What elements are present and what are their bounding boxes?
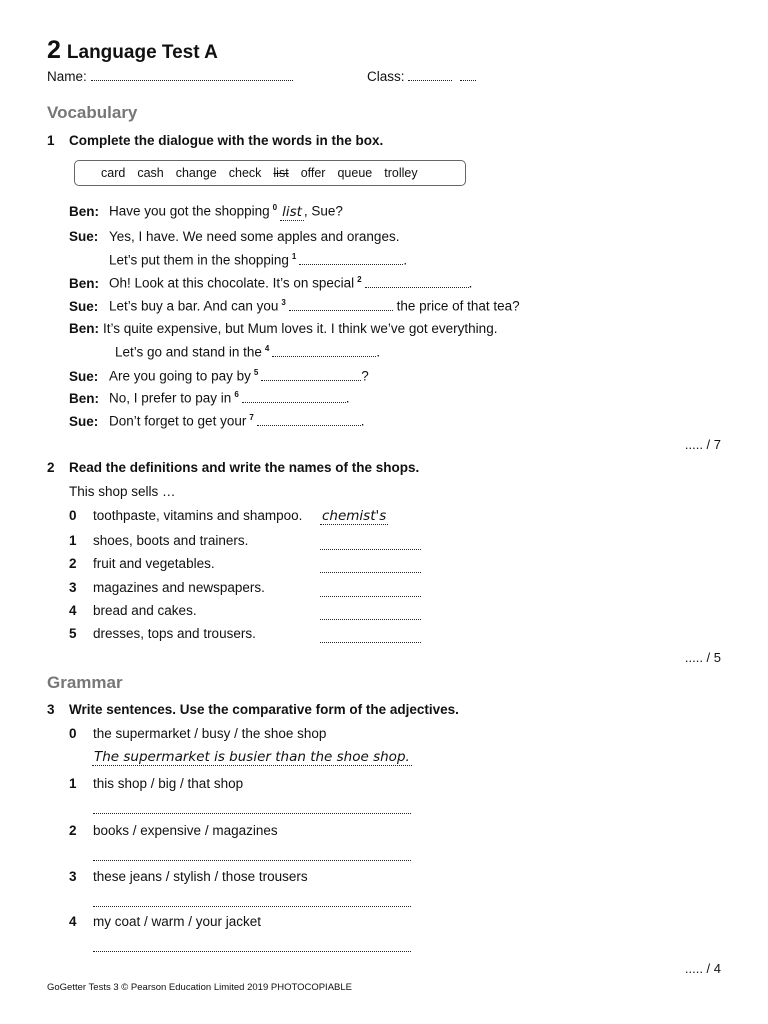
- line-text: Have you got the shopping: [109, 203, 270, 219]
- speaker-label: Sue:: [69, 298, 99, 314]
- line-text-end: the price of that tea?: [392, 298, 520, 314]
- answer-blank[interactable]: [320, 618, 421, 620]
- box-word: check: [228, 166, 262, 180]
- dialogue-line: [75, 344, 380, 360]
- example-answer: list: [282, 203, 302, 220]
- line-text: Oh! Look at this chocolate. It’s on special: [109, 275, 355, 291]
- item-text: bread and cakes.: [93, 603, 197, 618]
- answer-line[interactable]: [93, 812, 411, 814]
- box-word: queue: [337, 166, 373, 180]
- gap-number: 2: [357, 275, 362, 284]
- line-text: Let’s put them in the shopping: [109, 252, 289, 268]
- gap-number: 1: [291, 252, 297, 261]
- answer-blank[interactable]: [261, 379, 361, 381]
- item-text: fruit and vegetables.: [93, 556, 215, 571]
- answer-line[interactable]: [93, 905, 411, 907]
- line-text: Don’t forget to get your: [109, 413, 247, 429]
- line-text-end: , Sue?: [303, 203, 343, 219]
- item-number: 5: [69, 626, 77, 641]
- line-text: Let’s go and stand in the: [115, 344, 262, 360]
- line-text-end: .: [345, 390, 350, 406]
- gap-number: 4: [264, 344, 270, 353]
- line-text: Are you going to pay by: [109, 368, 251, 384]
- answer-line[interactable]: [93, 950, 411, 952]
- item-text: toothpaste, vitamins and shampoo.: [93, 508, 303, 523]
- box-word: trolley: [384, 166, 418, 180]
- line-text: No, I prefer to pay in: [109, 390, 232, 406]
- answer-blank[interactable]: [299, 263, 403, 265]
- box-word: change: [175, 166, 217, 180]
- example-answer: chemist's: [322, 508, 387, 524]
- item-prompt: my coat / warm / your jacket: [93, 914, 262, 929]
- q3-number: 3: [47, 702, 55, 717]
- answer-blank[interactable]: [320, 595, 421, 597]
- line-text-end: .: [360, 413, 365, 429]
- class-blank-2[interactable]: [460, 79, 476, 81]
- box-word: list: [273, 166, 289, 180]
- answer-blank[interactable]: [242, 401, 346, 403]
- q2-instruction: [47, 460, 420, 475]
- answer-blank[interactable]: [365, 286, 469, 288]
- dialogue-line: [69, 390, 350, 406]
- dialogue-line: [69, 321, 497, 336]
- item-prompt: these jeans / stylish / those trousers: [93, 869, 308, 884]
- speaker-label: Ben:: [69, 275, 99, 291]
- item-prompt: the supermarket / busy / the shoe shop: [93, 726, 327, 741]
- speaker-label: Sue:: [69, 413, 99, 429]
- example-answer: The supermarket is busier than the shoe shop.: [94, 749, 410, 765]
- item-number: 0: [69, 726, 77, 741]
- test-title: Language Test A: [66, 42, 218, 63]
- dialogue-line: [69, 252, 407, 268]
- speaker-label: Sue:: [69, 368, 99, 384]
- line-text: Let’s buy a bar. And can you: [109, 298, 279, 314]
- dialogue-line: [69, 368, 369, 384]
- dialogue-line: [69, 229, 399, 244]
- box-word: cash: [137, 166, 164, 180]
- name-label: Name:: [47, 69, 87, 84]
- q2-intro: This shop sells …: [69, 484, 176, 499]
- class-label: Class:: [367, 69, 405, 84]
- item-text: dresses, tops and trousers.: [93, 626, 256, 641]
- item-number: 4: [69, 603, 77, 618]
- test-number: 2: [47, 36, 61, 64]
- q1-score: ..... / 7: [684, 437, 721, 452]
- answer-line[interactable]: [93, 859, 411, 861]
- line-text-end: .: [403, 252, 408, 268]
- gap-number: 5: [253, 368, 259, 377]
- dialogue-line: [69, 413, 365, 429]
- box-word: offer: [300, 166, 326, 180]
- answer-blank[interactable]: [320, 571, 421, 573]
- gap-number: 7: [249, 413, 254, 422]
- q1-number: 1: [47, 133, 55, 148]
- answer-blank[interactable]: [289, 309, 393, 311]
- item-text: shoes, boots and trainers.: [93, 533, 249, 548]
- item-number: 1: [69, 533, 77, 548]
- name-field[interactable]: [47, 69, 293, 84]
- footer: GoGetter Tests 3 © Pearson Education Limited 2019 PHOTOCOPIABLE: [47, 982, 352, 993]
- q2-text: Read the definitions and write the names of the shops.: [69, 460, 420, 475]
- line-text-end: .: [468, 275, 473, 291]
- class-blank-1[interactable]: [408, 79, 452, 81]
- q2-score: ..... / 5: [684, 650, 721, 665]
- item-number: 3: [69, 580, 77, 595]
- gap-number: 3: [281, 298, 286, 307]
- word-box: [74, 160, 466, 186]
- gap-number: 0: [272, 203, 278, 212]
- answer-blank[interactable]: [320, 548, 421, 550]
- page-title: [47, 36, 218, 65]
- speaker-label: Sue:: [69, 229, 99, 244]
- item-number: 0: [69, 508, 77, 523]
- dialogue-line: [69, 298, 520, 314]
- item-number: 2: [69, 556, 77, 571]
- line-text: It’s quite expensive, but Mum loves it. I think we’ve got everything.: [103, 321, 498, 336]
- q2-number: 2: [47, 460, 55, 475]
- line-text-end: ?: [361, 368, 369, 384]
- item-number: 4: [69, 914, 77, 929]
- item-text: magazines and newspapers.: [93, 580, 265, 595]
- name-blank[interactable]: [91, 79, 293, 81]
- q3-text: Write sentences. Use the comparative form of the adjectives.: [69, 702, 459, 717]
- dialogue-line: [69, 203, 343, 220]
- item-number: 2: [69, 823, 77, 838]
- q3-instruction: [47, 702, 459, 717]
- q3-score: ..... / 4: [684, 961, 721, 976]
- dialogue-line: [69, 275, 472, 291]
- grammar-heading: Grammar: [47, 673, 123, 692]
- vocabulary-heading: Vocabulary: [47, 103, 138, 122]
- answer-blank[interactable]: [257, 424, 361, 426]
- speaker-label: Ben:: [69, 321, 99, 336]
- q1-text: Complete the dialogue with the words in the box.: [69, 133, 384, 148]
- item-number: 3: [69, 869, 77, 884]
- speaker-label: Ben:: [69, 203, 99, 219]
- box-word: card: [101, 166, 126, 180]
- gap-number: 6: [234, 390, 239, 399]
- answer-blank[interactable]: [320, 641, 421, 643]
- line-text-end: .: [376, 344, 381, 360]
- answer-blank[interactable]: [272, 355, 376, 357]
- q1-instruction: [47, 133, 384, 148]
- line-text: Yes, I have. We need some apples and oranges.: [109, 229, 400, 244]
- item-prompt: this shop / big / that shop: [93, 776, 244, 791]
- speaker-label: Ben:: [69, 390, 99, 406]
- item-number: 1: [69, 776, 77, 791]
- class-field[interactable]: [367, 69, 476, 84]
- item-prompt: books / expensive / magazines: [93, 823, 278, 838]
